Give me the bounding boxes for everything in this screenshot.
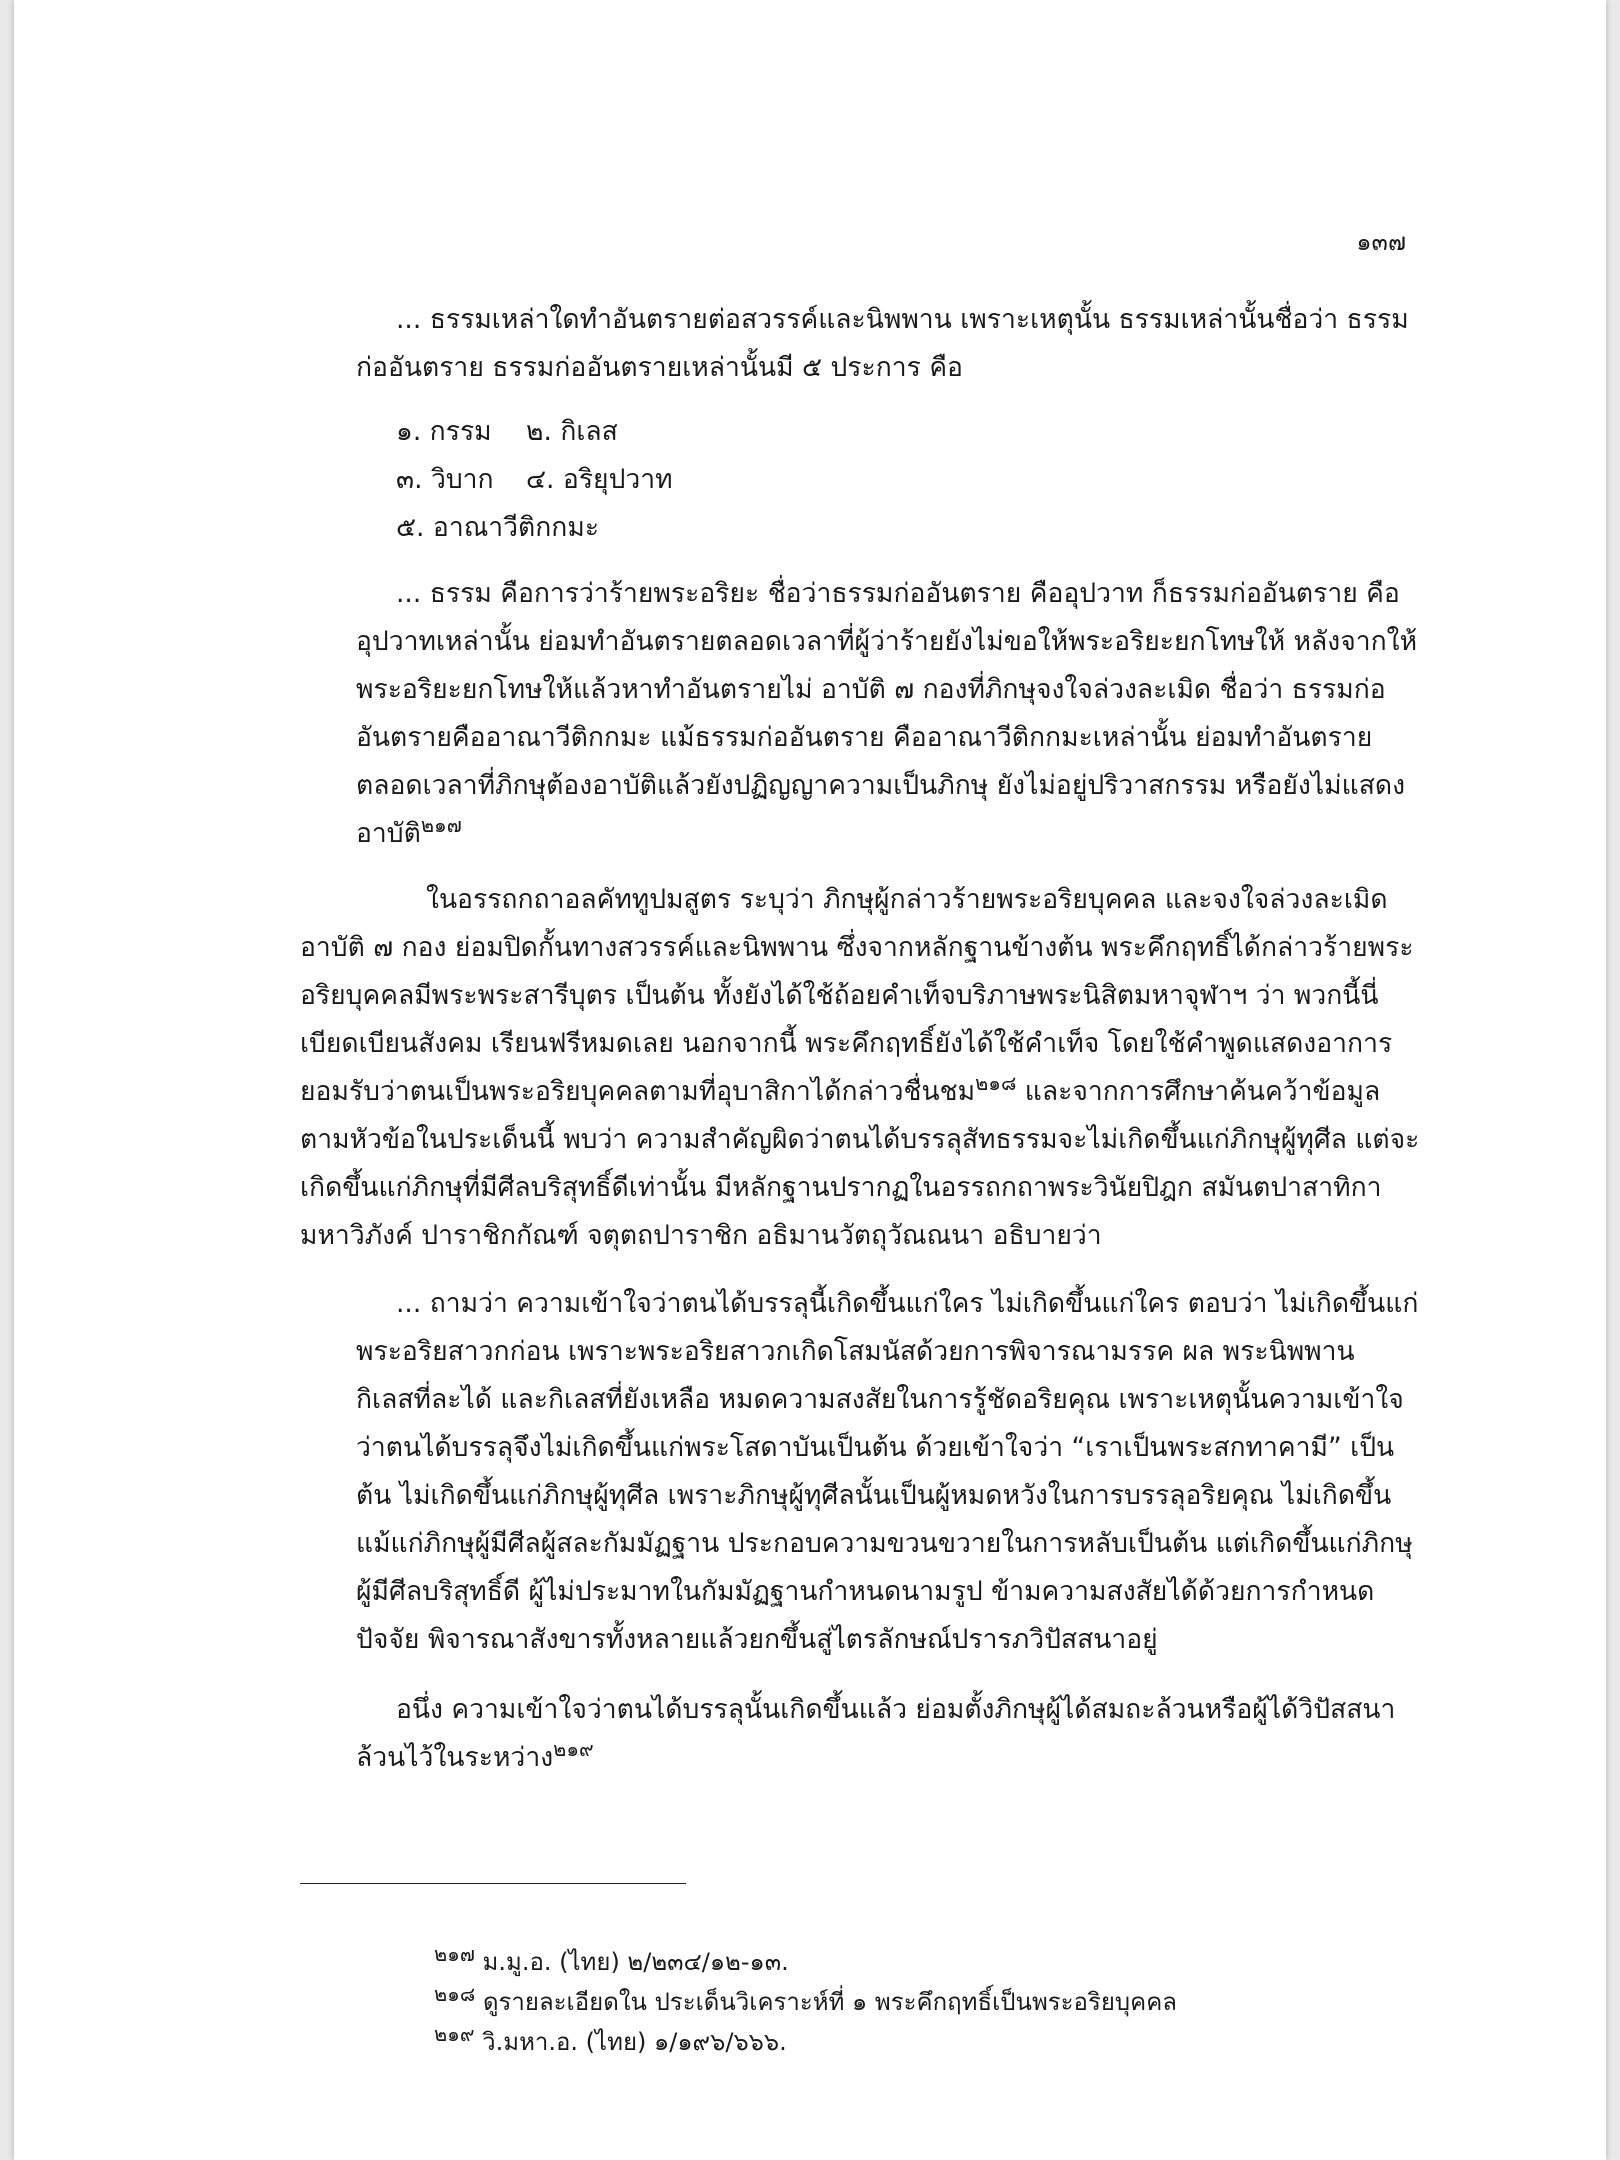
text-fragment: อาบัติ xyxy=(356,818,421,849)
list-row xyxy=(396,408,1606,456)
footnote-divider xyxy=(300,1883,686,1884)
text-line: ... ถามว่า ความเข้าใจว่าตนได้บรรลุนี้เกิดขึ้นแก่ใคร ไม่เกิดขึ้นแก่ใคร ตอบว่า ไม่เกิดขึ้นแก่ xyxy=(396,1288,1419,1319)
footnote-mark: ๒๑๘ xyxy=(434,1982,476,2006)
footnote-mark: ๒๑๙ xyxy=(434,2022,475,2046)
footnote-text: วิ.มหา.อ. (ไทย) ๑/๑๙๖/๖๖๖. xyxy=(474,2028,787,2056)
text-fragment: ยอมรับว่าตนเป็นพระอริยบุคคลตามที่อุบาสิกาได้กล่าวชื่นชม xyxy=(300,1076,976,1107)
document-page xyxy=(14,0,1606,2160)
quote-paragraph-1 xyxy=(14,296,1606,392)
text-line: ตามหัวข้อในประเด็นนี้ พบว่า ความสำคัญผิดว่าตนได้บรรลุสัทธรรมจะไม่เกิดขึ้นแก่ภิกษุผู้ทุศีล แต่จะ xyxy=(300,1124,1420,1155)
list-row xyxy=(396,504,1606,552)
text-line: เบียดเบียนสังคม เรียนฟรีหมดเลย นอกจากนี้ พระคึกฤทธิ์ยังได้ใช้คำเท็จ โดยใช้คำพูดแสดงอาการ xyxy=(300,1028,1393,1059)
quote-paragraph-4 xyxy=(14,1686,1606,1782)
list-item: ๕. อาณาวีติกกมะ xyxy=(396,512,600,543)
text-line: อาบัติ ๗ กอง ย่อมปิดกั้นทางสวรรค์และนิพพาน ซึ่งจากหลักฐานข้างต้น พระคึกฤทธิ์ได้กล่าวร้ายพระ xyxy=(300,932,1414,963)
footnotes xyxy=(14,1942,1606,2062)
text-line: เกิดขึ้นแก่ภิกษุที่มีศีลบริสุทธิ์ดีเท่านั้น มีหลักฐานปรากฏในอรรถกถาพระวินัยปิฎก สมันตปาสาทิกา xyxy=(300,1172,1382,1203)
footnote-reference-218: ๒๑๘ xyxy=(975,1071,1017,1096)
list-item: ๑. กรรม xyxy=(396,416,492,447)
text-line: ... ธรรมเหล่าใดทำอันตรายต่อสวรรค์และนิพพาน เพราะเหตุนั้น ธรรมเหล่านั้นชื่อว่า ธรรม xyxy=(396,304,1409,335)
text-fragment: ล้วนไว้ในระหว่าง xyxy=(356,1742,554,1773)
page-number: ๑๓๗ xyxy=(1356,228,1406,256)
footnote-217 xyxy=(434,1942,1606,1982)
text-line: ปัจจัย พิจารณาสังขารทั้งหลายแล้วยกขึ้นสู่ไตรลักษณ์ปรารภวิปัสสนาอยู่ xyxy=(356,1624,1158,1655)
list-item: ๔. อริยุปวาท xyxy=(526,464,673,495)
list-row xyxy=(396,456,1606,504)
text-line: อันตรายคืออาณาวีติกกมะ แม้ธรรมก่ออันตราย คืออาณาวีติกกมะเหล่านั้น ย่อมทำอันตราย xyxy=(356,722,1373,753)
text-line xyxy=(356,1734,1426,1782)
list-item: ๓. วิบาก xyxy=(396,464,494,495)
text-line xyxy=(300,1068,1426,1116)
text-line: พระอริยสาวกก่อน เพราะพระอริยสาวกเกิดโสมนัสด้วยการพิจารณามรรค ผล พระนิพพาน xyxy=(356,1336,1355,1367)
footnote-text: ดูรายละเอียดใน ประเด็นวิเคราะห์ที่ ๑ พระคึกฤทธิ์เป็นพระอริยบุคคล xyxy=(475,1988,1177,2016)
quote-paragraph-3 xyxy=(14,1280,1606,1664)
text-line: ก่ออันตราย ธรรมก่ออันตรายเหล่านั้นมี ๕ ประการ คือ xyxy=(356,352,963,383)
text-line: ต้น ไม่เกิดขึ้นแก่ภิกษุผู้ทุศีล เพราะภิกษุผู้ทุศีลนั้นเป็นผู้หมดหวังในการบรรลุอริยคุณ ไม่เกิดขึ้น xyxy=(356,1480,1392,1511)
footnote-reference-219: ๒๑๙ xyxy=(553,1737,594,1762)
text-line: ในอรรถกถาอลคัททูปมสูตร ระบุว่า ภิกษุผู้กล่าวร้ายพระอริยบุคคล และจงใจล่วงละเมิด xyxy=(426,884,1388,915)
quote-paragraph-2 xyxy=(14,570,1606,858)
text-line: อนึ่ง ความเข้าใจว่าตนได้บรรลุนั้นเกิดขึ้นแล้ว ย่อมตั้งภิกษุผู้ได้สมถะล้วนหรือผู้ได้วิปัสสนา xyxy=(396,1694,1396,1725)
footnote-219 xyxy=(434,2022,1606,2062)
text-line: อุปวาทเหล่านั้น ย่อมทำอันตรายตลอดเวลาที่ผู้ว่าร้ายยังไม่ขอให้พระอริยะยกโทษให้ หลังจากให้ xyxy=(356,626,1418,657)
list-item: ๒. กิเลส xyxy=(526,416,618,447)
dangers-list xyxy=(14,408,1606,552)
text-line: กิเลสที่ละได้ และกิเลสที่ยังเหลือ หมดความสงสัยในการรู้ชัดอริยคุณ เพราะเหตุนั้นความเข้าใจ xyxy=(356,1384,1404,1415)
text-line xyxy=(356,810,1426,858)
text-line: ... ธรรม คือการว่าร้ายพระอริยะ ชื่อว่าธรรมก่ออันตราย คืออุปวาท ก็ธรรมก่ออันตราย คือ xyxy=(396,578,1400,609)
text-fragment: และจากการศึกษาค้นคว้าข้อมูล xyxy=(1016,1076,1381,1107)
footnote-mark: ๒๑๗ xyxy=(434,1942,475,1966)
body-paragraph-1 xyxy=(14,876,1606,1260)
footnote-reference-217: ๒๑๗ xyxy=(420,813,462,838)
text-line: อริยบุคคลมีพระพระสารีบุตร เป็นต้น ทั้งยังได้ใช้ถ้อยคำเท็จบริภาษพระนิสิตมหาจุฬาฯ ว่า พวกนี้นี่ xyxy=(300,980,1379,1011)
footnote-218 xyxy=(434,1982,1606,2022)
text-line: พระอริยะยกโทษให้แล้วหาทำอันตรายไม่ อาบัติ ๗ กองที่ภิกษุจงใจล่วงละเมิด ชื่อว่า ธรรมก่อ xyxy=(356,674,1386,705)
text-line: ผู้มีศีลบริสุทธิ์ดี ผู้ไม่ประมาทในกัมมัฏฐานกำหนดนามรูป ข้ามความสงสัยได้ด้วยการกำหนด xyxy=(356,1576,1375,1607)
text-line: ตลอดเวลาที่ภิกษุต้องอาบัติแล้วยังปฏิญญาความเป็นภิกษุ ยังไม่อยู่ปริวาสกรรม หรือยังไม่แสดง xyxy=(356,770,1406,801)
text-line: มหาวิภังค์ ปาราชิกกัณฑ์ จตุตถปาราชิก อธิมานวัตถุวัณณนา อธิบายว่า xyxy=(300,1220,1102,1251)
text-line: ว่าตนได้บรรลุจึงไม่เกิดขึ้นแก่พระโสดาบันเป็นต้น ด้วยเข้าใจว่า “เราเป็นพระสกทาคามี” เป็น xyxy=(356,1432,1395,1463)
footnote-text: ม.มู.อ. (ไทย) ๒/๒๓๔/๑๒-๑๓. xyxy=(474,1948,789,1976)
text-line: แม้แก่ภิกษุผู้มีศีลผู้สละกัมมัฏฐาน ประกอบความขวนขวายในการหลับเป็นต้น แต่เกิดขึ้นแก่ภิกษุ xyxy=(356,1528,1413,1559)
